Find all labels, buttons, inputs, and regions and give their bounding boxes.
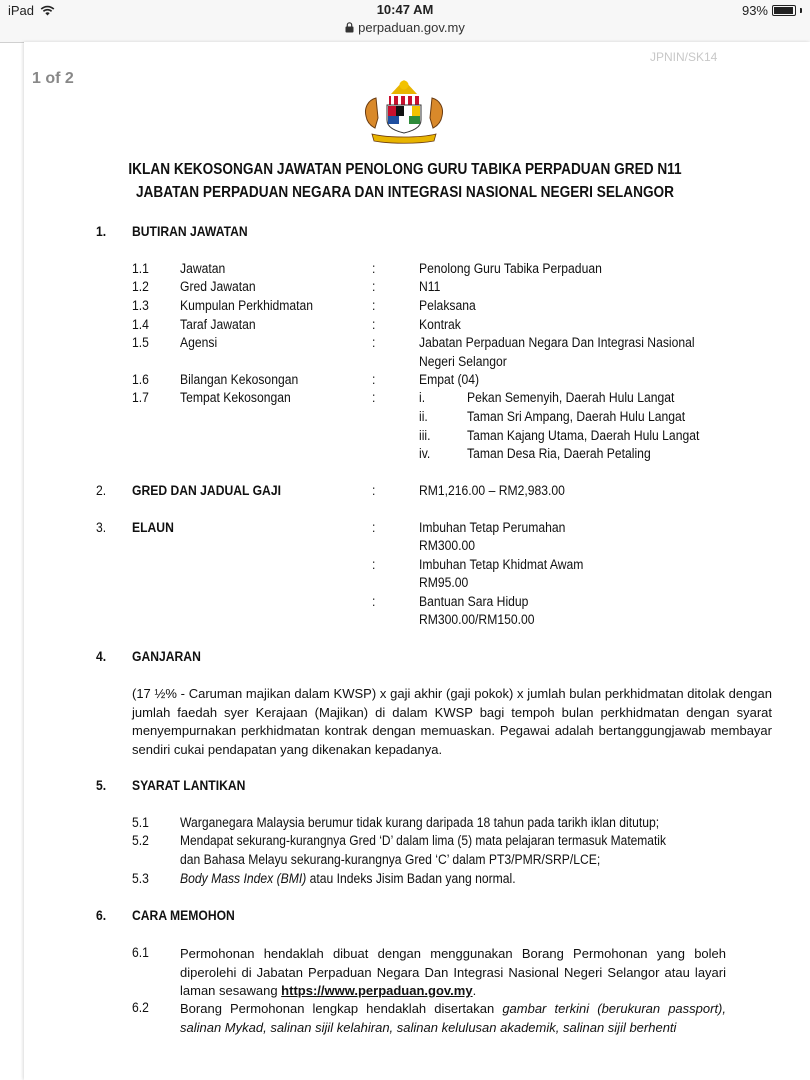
row-label: Agensi <box>180 335 218 350</box>
location-roman: iii. <box>419 428 431 443</box>
allowance-amount: RM300.00/RM150.00 <box>419 612 535 627</box>
allowance-label: Imbuhan Tetap Perumahan <box>419 520 566 535</box>
row-number: 1.2 <box>132 279 149 294</box>
battery-fill <box>774 7 793 14</box>
row-colon: : <box>372 390 376 405</box>
section-heading: CARA MEMOHON <box>132 908 235 923</box>
condition-text: Warganegara Malaysia berumur tidak kurang daripada 18 tahun pada tarikh iklan ditutup; <box>180 815 660 830</box>
row-value: Jabatan Perpaduan Negara Dan Integrasi Nasional <box>419 335 695 350</box>
application-number: 6.2 <box>132 1000 149 1015</box>
salary-range: RM1,216.00 – RM2,983.00 <box>419 483 565 498</box>
location-text: Pekan Semenyih, Daerah Hulu Langat <box>467 390 675 405</box>
row-value: Empat (04) <box>419 372 480 387</box>
row-colon: : <box>372 372 376 387</box>
device-name: iPad <box>8 3 35 18</box>
title-line-2: JABATAN PERPADUAN NEGARA DAN INTEGRASI NASIONAL NEGERI SELANGOR <box>135 184 675 201</box>
url-text: perpaduan.gov.my <box>358 20 465 35</box>
coat-of-arms-logo <box>358 78 450 144</box>
condition-number: 5.2 <box>132 833 149 848</box>
allowance-colon: : <box>372 594 376 609</box>
status-right <box>742 3 802 18</box>
url-display[interactable] <box>0 20 810 35</box>
row-number: 1.5 <box>132 335 149 350</box>
battery-percent: 93% <box>741 3 768 18</box>
row-colon: : <box>372 335 376 350</box>
status-bar <box>0 0 810 20</box>
row-value: Penolong Guru Tabika Perpaduan <box>419 261 602 276</box>
condition-text <box>180 871 516 886</box>
application-text-end: . <box>472 983 477 998</box>
address-bar[interactable] <box>0 20 810 43</box>
application-text-body: Permohonan hendaklah dibuat dengan menggunakan Borang Permohonan yang boleh diperolehi di Jabatan Perpaduan Negara Dan Integrasi Nasional Negeri Selangor atau layari laman sesawang <box>180 946 726 998</box>
allowance-label: Imbuhan Tetap Khidmat Awam <box>419 557 584 572</box>
condition-number: 5.3 <box>132 871 149 886</box>
row-colon: : <box>372 317 376 332</box>
page-indicator: 1 of 2 <box>32 70 74 87</box>
section-heading: BUTIRAN JAWATAN <box>132 224 248 239</box>
allowance-label: Bantuan Sara Hidup <box>419 594 529 609</box>
location-roman: iv. <box>419 446 431 461</box>
section-number: 3. <box>96 520 107 535</box>
section-number: 2. <box>96 483 107 498</box>
row-value: Kontrak <box>419 317 461 332</box>
section-number: 1. <box>96 224 107 239</box>
battery-icon <box>772 5 796 16</box>
condition-text-rest: atau Indeks Jisim Badan yang normal. <box>306 871 516 886</box>
location-text: Taman Desa Ria, Daerah Petaling <box>467 446 651 461</box>
application-text <box>180 1000 726 1037</box>
title-line-1: IKLAN KEKOSONGAN JAWATAN PENOLONG GURU TABIKA PERPADUAN GRED N11 <box>128 161 682 178</box>
status-time: 10:47 AM <box>376 2 434 17</box>
gratuity-paragraph: (17 ½% - Caruman majikan dalam KWSP) x gaji akhir (gaji pokok) x jumlah bulan perkhidmatan ditolak dengan jumlah faedah syer Kerajaan (Majikan) di dalam KWSP bagi tempoh bulan perkhidmatan dengan syarat menyempurnakan perkhidmatan kontrak dengan memuaskan. Pegawai adalah bertanggungjawab membayar sendiri cukai pendapatan yang dikenakan kepadanya. <box>132 686 772 757</box>
allowance-colon: : <box>372 557 376 572</box>
row-value: N11 <box>419 279 441 294</box>
section-heading: GANJARAN <box>132 649 201 664</box>
location-text: Taman Kajang Utama, Daerah Hulu Langat <box>467 428 700 443</box>
row-number: 1.7 <box>132 390 149 405</box>
salary-colon: : <box>372 483 376 498</box>
location-roman: i. <box>419 390 426 405</box>
row-label: Tempat Kekosongan <box>180 390 291 405</box>
required-documents: gambar terkini (berukuran passport), salinan Mykad, salinan sijil kelahiran, salinan kelulusan akademik, salinan sijil berhenti <box>180 1001 726 1035</box>
section-number: 5. <box>96 778 107 793</box>
row-value-continued: Negeri Selangor <box>419 354 507 369</box>
location-roman: ii. <box>419 409 428 424</box>
allowance-amount: RM300.00 <box>419 538 476 553</box>
lock-icon <box>345 22 354 33</box>
row-number: 1.4 <box>132 317 149 332</box>
row-number: 1.3 <box>132 298 149 313</box>
row-colon: : <box>372 279 376 294</box>
row-label: Kumpulan Perkhidmatan <box>180 298 314 313</box>
row-value: Pelaksana <box>419 298 476 313</box>
application-text-body: Borang Permohonan lengkap hendaklah disertakan <box>180 1001 503 1016</box>
document-reference: JPNIN/SK14 <box>650 50 718 64</box>
allowance-amount: RM95.00 <box>419 575 469 590</box>
section-heading: ELAUN <box>132 520 174 535</box>
section-heading: SYARAT LANTIKAN <box>132 778 246 793</box>
condition-text: Mendapat sekurang-kurangnya Gred ‘D’ dalam lima (5) mata pelajaran termasuk Matematik <box>180 833 666 848</box>
section-number: 6. <box>96 908 107 923</box>
row-colon: : <box>372 298 376 313</box>
condition-number: 5.1 <box>132 815 149 830</box>
location-text: Taman Sri Ampang, Daerah Hulu Langat <box>467 409 686 424</box>
bmi-term: Body Mass Index (BMI) <box>180 871 307 886</box>
row-colon: : <box>372 261 376 276</box>
row-label: Taraf Jawatan <box>180 317 256 332</box>
row-label: Bilangan Kekosongan <box>180 372 299 387</box>
condition-text-continued: dan Bahasa Melayu sekurang-kurangnya Gred ‘C’ dalam PT3/PMR/SRP/LCE; <box>180 852 601 867</box>
section-heading: GRED DAN JADUAL GAJI <box>132 483 281 498</box>
allowance-colon: : <box>372 520 376 535</box>
battery-cap <box>800 8 802 13</box>
website-link[interactable]: https://www.perpaduan.gov.my <box>281 983 473 998</box>
row-label: Jawatan <box>180 261 226 276</box>
row-number: 1.1 <box>132 261 149 276</box>
application-text <box>180 945 726 1001</box>
row-number: 1.6 <box>132 372 149 387</box>
section-number: 4. <box>96 649 107 664</box>
application-number: 6.1 <box>132 945 149 960</box>
row-label: Gred Jawatan <box>180 279 256 294</box>
